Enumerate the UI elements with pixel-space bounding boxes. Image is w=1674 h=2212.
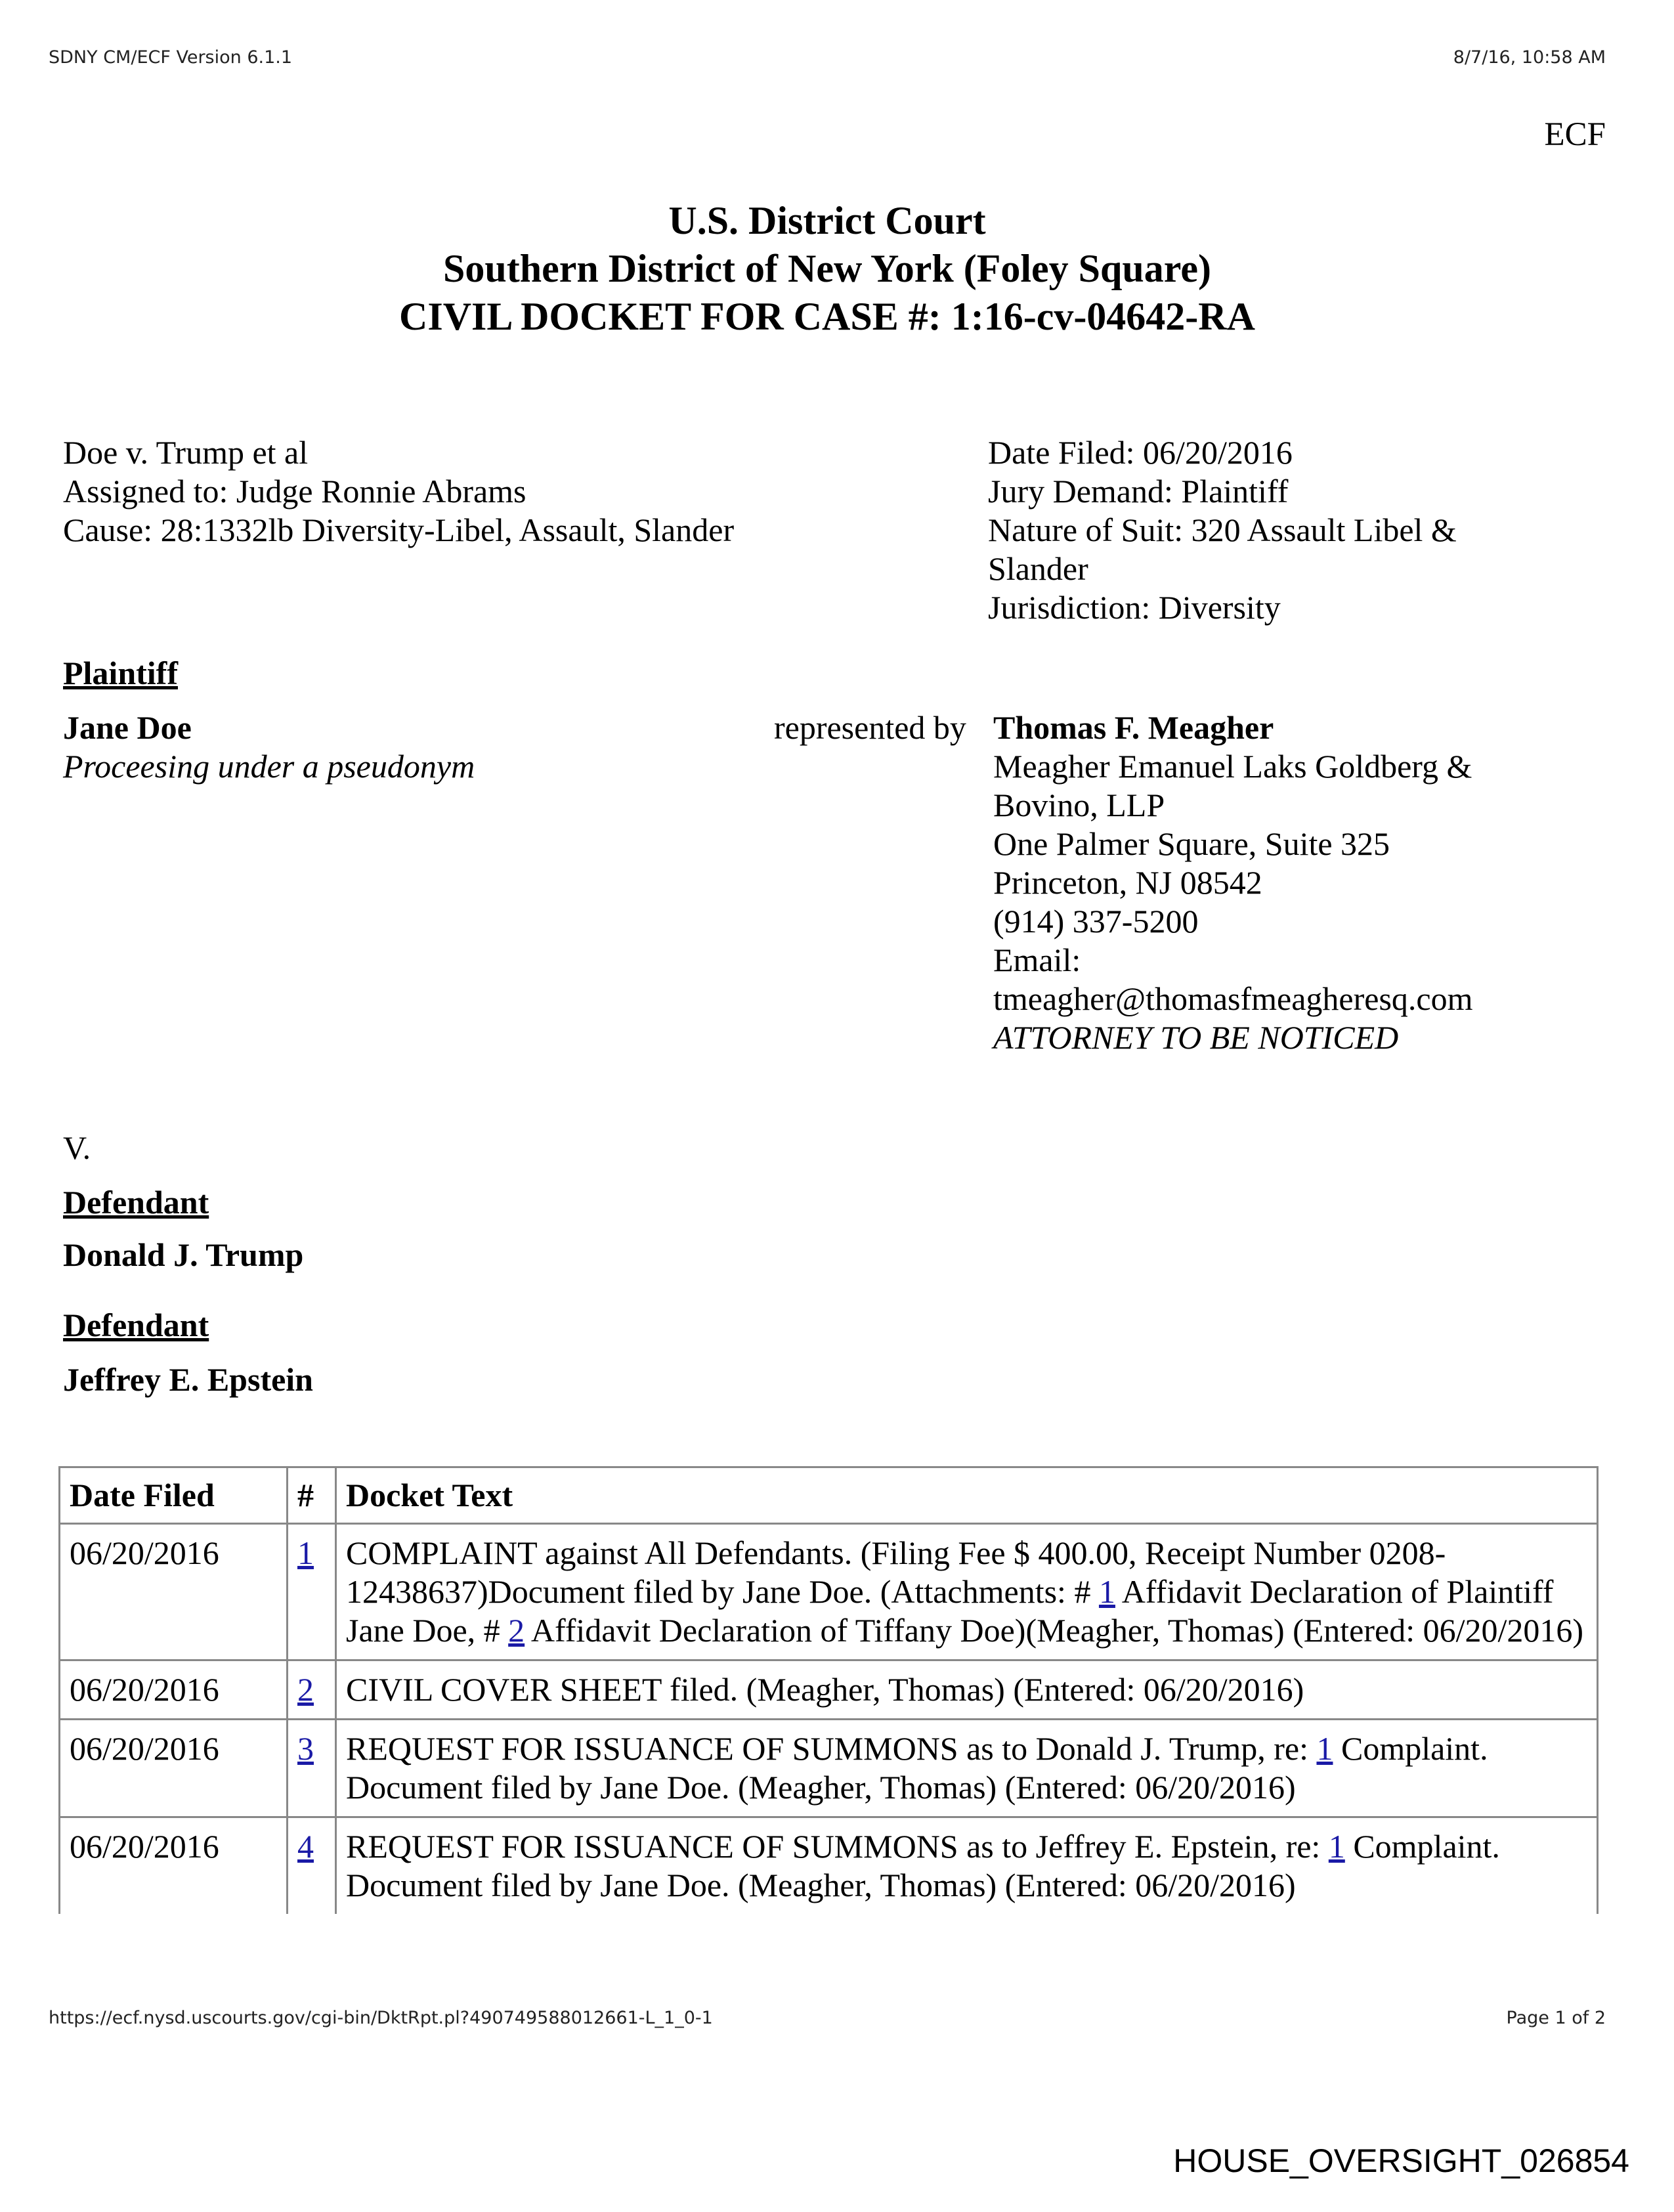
page-title xyxy=(0,197,1654,341)
court-name: U.S. District Court xyxy=(668,199,986,242)
district-name: Southern District of New York (Foley Square) xyxy=(443,247,1211,290)
entry-text: CIVIL COVER SHEET filed. (Meagher, Thomas) (Entered: 06/20/2016) xyxy=(336,1660,1598,1720)
nature-of-suit-cont: Slander xyxy=(988,550,1088,587)
page-url: https://ecf.nysd.uscourts.gov/cgi-bin/DktRpt.pl?490749588012661-L_1_0-1 xyxy=(49,2008,713,2028)
attorney-notice: ATTORNEY TO BE NOTICED xyxy=(993,1019,1399,1056)
table-row xyxy=(60,1720,1598,1817)
plaintiff-note: Proceesing under a pseudonym xyxy=(63,748,475,785)
attorney-email-label: Email: xyxy=(993,942,1081,978)
entry-number-link[interactable]: 1 xyxy=(297,1534,314,1571)
case-number: CIVIL DOCKET FOR CASE #: 1:16-cv-04642-RA xyxy=(399,295,1255,338)
case-caption: Doe v. Trump et al xyxy=(63,434,309,471)
attorney-phone: (914) 337-5200 xyxy=(993,903,1199,940)
defendant-heading: Defendant xyxy=(63,1184,209,1221)
print-timestamp: 8/7/16, 10:58 AM xyxy=(1453,47,1606,68)
plaintiff-heading: Plaintiff xyxy=(63,655,178,691)
text: Affidavit Declaration of Tiffany Doe)(Meagher, Thomas) (Entered: 06/20/2016) xyxy=(525,1612,1584,1649)
entry-number-link[interactable]: 3 xyxy=(297,1730,314,1767)
defendant-name: Jeffrey E. Epstein xyxy=(63,1361,313,1398)
defendant-name: Donald J. Trump xyxy=(63,1236,304,1273)
entry-text xyxy=(336,1720,1598,1817)
col-date-filed: Date Filed xyxy=(60,1467,288,1524)
complaint-link[interactable]: 1 xyxy=(1316,1730,1333,1767)
ecf-version: SDNY CM/ECF Version 6.1.1 xyxy=(49,47,293,68)
page-number: Page 1 of 2 xyxy=(1506,2008,1606,2028)
represented-by: represented by xyxy=(774,709,966,746)
entry-date: 06/20/2016 xyxy=(60,1817,288,1915)
plaintiff-name: Jane Doe xyxy=(63,709,192,746)
attorney-block xyxy=(993,708,1473,1057)
docket-table xyxy=(58,1466,1599,1914)
entry-text xyxy=(336,1524,1598,1660)
complaint-link[interactable]: 1 xyxy=(1328,1828,1345,1865)
cause: Cause: 28:1332lb Diversity-Libel, Assault, Slander xyxy=(63,511,735,548)
case-info-left xyxy=(63,433,734,550)
text: REQUEST FOR ISSUANCE OF SUMMONS as to Jeffrey E. Epstein, re: xyxy=(346,1828,1329,1865)
ecf-label: ECF xyxy=(1544,116,1606,153)
text: Complaint. Document filed by Jane Doe. (Meagher, Thomas) (Entered: 06/20/2016) xyxy=(346,1730,1488,1806)
entry-date: 06/20/2016 xyxy=(60,1524,288,1660)
col-docket-text: Docket Text xyxy=(336,1467,1598,1524)
attorney-address: One Palmer Square, Suite 325 xyxy=(993,825,1390,862)
bates-stamp: HOUSE_OVERSIGHT_026854 xyxy=(1173,2142,1629,2179)
jury-demand: Jury Demand: Plaintiff xyxy=(988,473,1289,510)
attorney-city: Princeton, NJ 08542 xyxy=(993,864,1262,901)
attorney-email: tmeagher@thomasfmeagheresq.com xyxy=(993,980,1473,1017)
attorney-firm: Meagher Emanuel Laks Goldberg & xyxy=(993,748,1472,785)
attorney-name: Thomas F. Meagher xyxy=(993,709,1274,746)
attorney-firm-cont: Bovino, LLP xyxy=(993,787,1165,823)
attachment-link[interactable]: 2 xyxy=(508,1612,525,1649)
date-filed: Date Filed: 06/20/2016 xyxy=(988,434,1293,471)
jurisdiction: Jurisdiction: Diversity xyxy=(988,589,1281,626)
assigned-judge: Assigned to: Judge Ronnie Abrams xyxy=(63,473,526,510)
table-row xyxy=(60,1660,1598,1720)
table-row xyxy=(60,1524,1598,1660)
entry-text xyxy=(336,1817,1598,1915)
versus: V. xyxy=(63,1129,91,1166)
attachment-link[interactable]: 1 xyxy=(1098,1573,1115,1610)
case-info-right xyxy=(988,433,1457,627)
text: Complaint. Document filed by Jane Doe. (Meagher, Thomas) (Entered: 06/20/2016) xyxy=(346,1828,1500,1903)
nature-of-suit: Nature of Suit: 320 Assault Libel & xyxy=(988,511,1457,548)
text: REQUEST FOR ISSUANCE OF SUMMONS as to Donald J. Trump, re: xyxy=(346,1730,1317,1767)
text: COMPLAINT against All Defendants. (Filing Fee $ 400.00, Receipt Number 0208-12438637)Document filed by Jane Doe. (Attachments: # xyxy=(346,1534,1446,1610)
entry-number-link[interactable]: 4 xyxy=(297,1828,314,1865)
plaintiff-block xyxy=(63,708,475,786)
defendant-heading: Defendant xyxy=(63,1307,209,1343)
col-number: # xyxy=(288,1467,336,1524)
table-row xyxy=(60,1817,1598,1915)
entry-date: 06/20/2016 xyxy=(60,1720,288,1817)
table-header-row xyxy=(60,1467,1598,1524)
entry-date: 06/20/2016 xyxy=(60,1660,288,1720)
text: Affidavit Declaration of Plaintiff Jane Doe, # xyxy=(346,1573,1554,1649)
entry-number-link[interactable]: 2 xyxy=(297,1671,314,1708)
